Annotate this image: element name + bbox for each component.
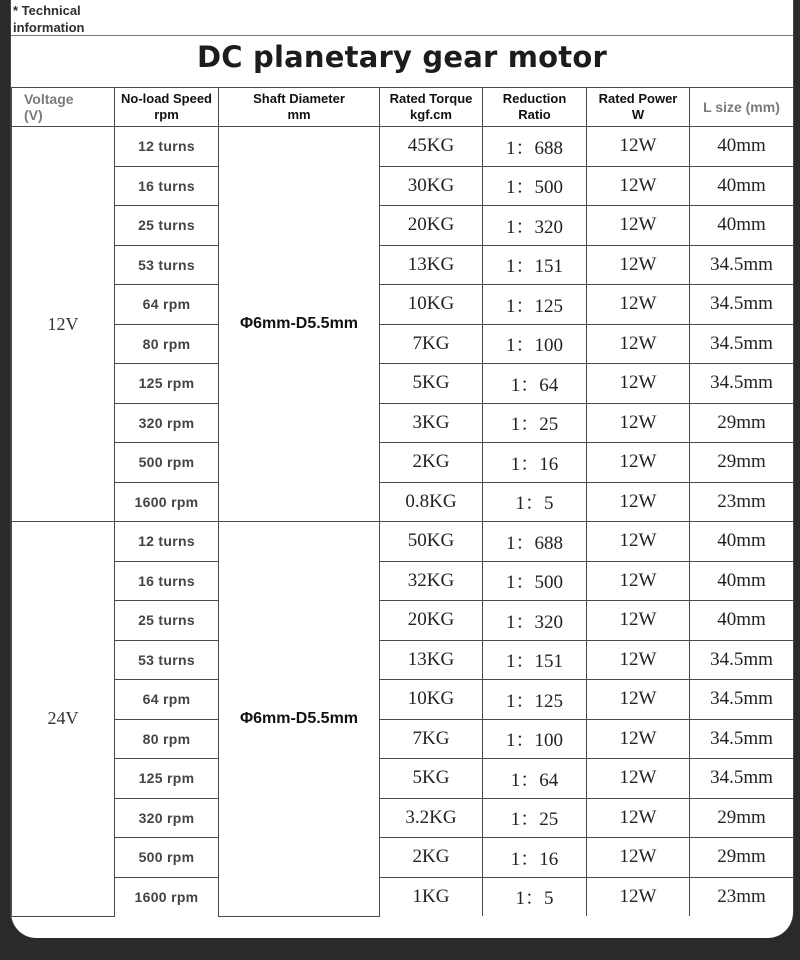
col-header-lsize: L size (mm) <box>690 88 794 127</box>
power-cell: 12W <box>587 443 690 483</box>
lsize-cell: 29mm <box>690 838 794 878</box>
lsize-cell: 34.5mm <box>690 285 794 325</box>
lsize-cell: 23mm <box>690 877 794 916</box>
torque-cell: 20KG <box>380 206 483 246</box>
header-divider <box>11 35 793 36</box>
lsize-cell: 29mm <box>690 443 794 483</box>
table-row <box>12 522 794 562</box>
table-row <box>12 285 794 325</box>
power-cell: 12W <box>587 206 690 246</box>
table-row <box>12 877 794 916</box>
ratio-cell: 1：5 <box>483 482 587 522</box>
speed-cell: 125 rpm <box>115 364 219 404</box>
voltage-cell: 12V <box>12 127 115 522</box>
table-row <box>12 601 794 641</box>
table-row <box>12 759 794 799</box>
col-header-power: Rated Power W <box>587 88 690 127</box>
power-cell: 12W <box>587 561 690 601</box>
lsize-cell: 34.5mm <box>690 245 794 285</box>
lsize-cell: 23mm <box>690 482 794 522</box>
table-row <box>12 324 794 364</box>
power-cell: 12W <box>587 798 690 838</box>
lsize-cell: 34.5mm <box>690 640 794 680</box>
technical-information-label: * Technical information <box>13 3 85 35</box>
power-cell: 12W <box>587 482 690 522</box>
spec-table-body <box>12 127 794 917</box>
torque-cell: 7KG <box>380 324 483 364</box>
table-row <box>12 680 794 720</box>
torque-cell: 1KG <box>380 877 483 916</box>
torque-cell: 13KG <box>380 640 483 680</box>
speed-cell: 53 turns <box>115 640 219 680</box>
table-row <box>12 640 794 680</box>
col-header-ratio: Reduction Ratio <box>483 88 587 127</box>
shaft-diameter-cell: Φ6mm-D5.5mm <box>219 522 380 917</box>
ratio-cell: 1：320 <box>483 206 587 246</box>
spec-table <box>11 87 794 917</box>
power-cell: 12W <box>587 127 690 167</box>
ratio-cell: 1：5 <box>483 877 587 916</box>
speed-cell: 16 turns <box>115 166 219 206</box>
page-title: DC planetary gear motor <box>197 40 607 74</box>
table-row <box>12 166 794 206</box>
speed-cell: 64 rpm <box>115 680 219 720</box>
speed-cell: 25 turns <box>115 601 219 641</box>
table-row <box>12 838 794 878</box>
lsize-cell: 34.5mm <box>690 324 794 364</box>
ratio-cell: 1：25 <box>483 798 587 838</box>
torque-cell: 50KG <box>380 522 483 562</box>
torque-cell: 20KG <box>380 601 483 641</box>
torque-cell: 7KG <box>380 719 483 759</box>
voltage-cell: 24V <box>12 522 115 917</box>
col-header-shaft: Shaft Diameter mm <box>219 88 380 127</box>
torque-cell: 45KG <box>380 127 483 167</box>
lsize-cell: 34.5mm <box>690 719 794 759</box>
power-cell: 12W <box>587 166 690 206</box>
lsize-cell: 40mm <box>690 601 794 641</box>
ratio-cell: 1：100 <box>483 719 587 759</box>
torque-cell: 5KG <box>380 759 483 799</box>
speed-cell: 12 turns <box>115 127 219 167</box>
power-cell: 12W <box>587 285 690 325</box>
ratio-cell: 1：100 <box>483 324 587 364</box>
power-cell: 12W <box>587 403 690 443</box>
shaft-diameter-cell: Φ6mm-D5.5mm <box>219 127 380 522</box>
power-cell: 12W <box>587 245 690 285</box>
speed-cell: 125 rpm <box>115 759 219 799</box>
speed-cell: 320 rpm <box>115 403 219 443</box>
torque-cell: 5KG <box>380 364 483 404</box>
speed-cell: 16 turns <box>115 561 219 601</box>
table-row <box>12 206 794 246</box>
lsize-cell: 40mm <box>690 166 794 206</box>
speed-cell: 53 turns <box>115 245 219 285</box>
ratio-cell: 1：64 <box>483 759 587 799</box>
lsize-cell: 29mm <box>690 798 794 838</box>
ratio-cell: 1：125 <box>483 680 587 720</box>
power-cell: 12W <box>587 877 690 916</box>
table-row <box>12 245 794 285</box>
ratio-cell: 1：25 <box>483 403 587 443</box>
torque-cell: 3.2KG <box>380 798 483 838</box>
table-row <box>12 364 794 404</box>
power-cell: 12W <box>587 324 690 364</box>
ratio-cell: 1：16 <box>483 838 587 878</box>
ratio-cell: 1：16 <box>483 443 587 483</box>
power-cell: 12W <box>587 680 690 720</box>
lsize-cell: 40mm <box>690 127 794 167</box>
table-row <box>12 403 794 443</box>
torque-cell: 2KG <box>380 443 483 483</box>
speed-cell: 64 rpm <box>115 285 219 325</box>
ratio-cell: 1：320 <box>483 601 587 641</box>
ratio-cell: 1：500 <box>483 561 587 601</box>
table-header-row <box>12 88 794 127</box>
ratio-cell: 1：151 <box>483 640 587 680</box>
power-cell: 12W <box>587 759 690 799</box>
spec-sheet <box>10 0 794 938</box>
lsize-cell: 34.5mm <box>690 759 794 799</box>
power-cell: 12W <box>587 838 690 878</box>
torque-cell: 0.8KG <box>380 482 483 522</box>
ratio-cell: 1：688 <box>483 127 587 167</box>
speed-cell: 500 rpm <box>115 443 219 483</box>
speed-cell: 1600 rpm <box>115 482 219 522</box>
table-row <box>12 443 794 483</box>
ratio-cell: 1：64 <box>483 364 587 404</box>
table-row <box>12 719 794 759</box>
torque-cell: 30KG <box>380 166 483 206</box>
power-cell: 12W <box>587 364 690 404</box>
speed-cell: 25 turns <box>115 206 219 246</box>
torque-cell: 13KG <box>380 245 483 285</box>
lsize-cell: 34.5mm <box>690 680 794 720</box>
speed-cell: 1600 rpm <box>115 877 219 916</box>
col-header-torque: Rated Torque kgf.cm <box>380 88 483 127</box>
torque-cell: 2KG <box>380 838 483 878</box>
torque-cell: 10KG <box>380 680 483 720</box>
ratio-cell: 1：500 <box>483 166 587 206</box>
lsize-cell: 40mm <box>690 206 794 246</box>
col-header-speed: No-load Speed rpm <box>115 88 219 127</box>
lsize-cell: 40mm <box>690 561 794 601</box>
ratio-cell: 1：151 <box>483 245 587 285</box>
lsize-cell: 34.5mm <box>690 364 794 404</box>
speed-cell: 500 rpm <box>115 838 219 878</box>
speed-cell: 80 rpm <box>115 719 219 759</box>
speed-cell: 320 rpm <box>115 798 219 838</box>
torque-cell: 32KG <box>380 561 483 601</box>
col-header-voltage: Voltage (V) <box>12 88 115 127</box>
lsize-cell: 29mm <box>690 403 794 443</box>
speed-cell: 80 rpm <box>115 324 219 364</box>
power-cell: 12W <box>587 601 690 641</box>
lsize-cell: 40mm <box>690 522 794 562</box>
ratio-cell: 1：125 <box>483 285 587 325</box>
table-row <box>12 482 794 522</box>
torque-cell: 10KG <box>380 285 483 325</box>
ratio-cell: 1：688 <box>483 522 587 562</box>
power-cell: 12W <box>587 640 690 680</box>
torque-cell: 3KG <box>380 403 483 443</box>
power-cell: 12W <box>587 719 690 759</box>
table-row <box>12 798 794 838</box>
table-row <box>12 127 794 167</box>
power-cell: 12W <box>587 522 690 562</box>
table-row <box>12 561 794 601</box>
speed-cell: 12 turns <box>115 522 219 562</box>
